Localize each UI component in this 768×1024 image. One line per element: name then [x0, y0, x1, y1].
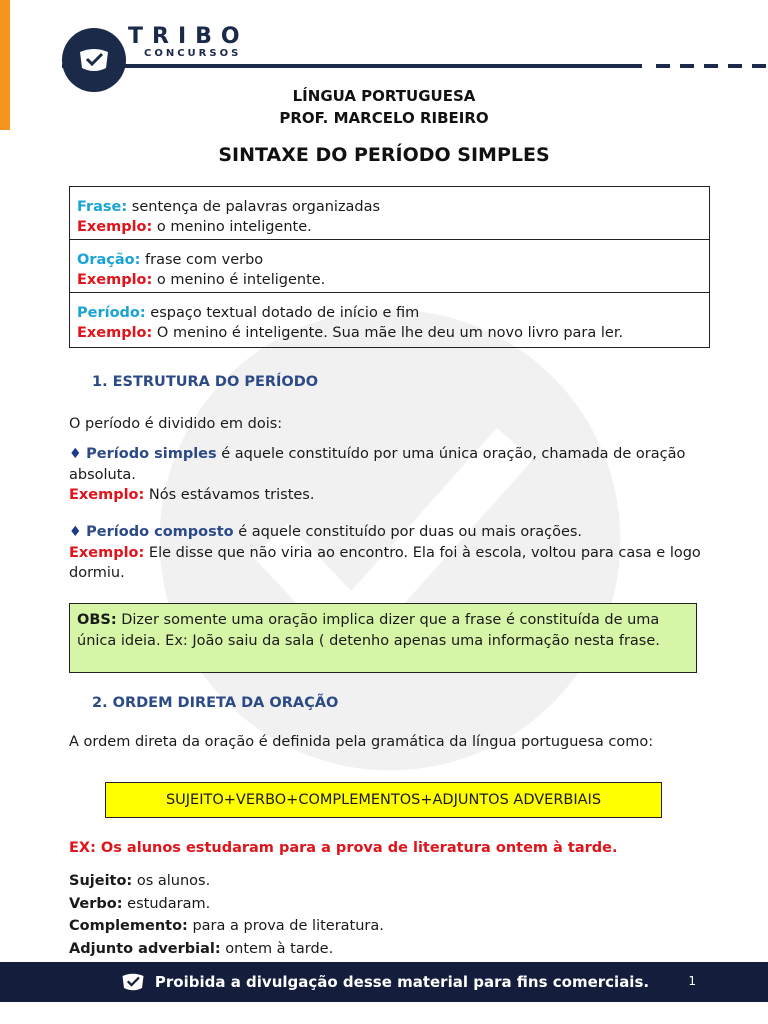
- observation-box: [69, 603, 697, 673]
- brand-subtitle: CONCURSOS: [144, 48, 242, 59]
- part-label: Adjunto adverbial:: [69, 940, 221, 957]
- part-value: os alunos.: [132, 873, 211, 889]
- order-example-sentence: EX: Os alunos estudaram para a prova de literatura ontem à tarde.: [69, 840, 618, 856]
- brand-name: TRIBO: [128, 24, 249, 49]
- example-text: o menino inteligente.: [152, 219, 312, 235]
- footer-logo-icon: [119, 970, 147, 994]
- list-item: [69, 893, 709, 916]
- obs-text: Dizer somente uma oração implica dizer que a frase é constituída de uma única ideia. Ex: João saiu da sala ( detenho apenas uma informação nesta frase.: [77, 612, 660, 649]
- definition-row: [70, 240, 709, 293]
- part-label: Sujeito:: [69, 873, 133, 889]
- definition-text: espaço textual dotado de início e fim: [145, 305, 420, 321]
- header-dash: [704, 64, 718, 68]
- example-label: Exemplo:: [77, 219, 153, 235]
- definition-row: [70, 293, 709, 347]
- compound-period-text: é aquele constituído por duas ou mais orações.: [233, 524, 583, 540]
- header-dash: [752, 64, 766, 68]
- definition-term: Frase:: [77, 199, 128, 215]
- part-value: estudaram.: [122, 895, 211, 912]
- list-item: [69, 870, 709, 893]
- definition-text: frase com verbo: [140, 252, 264, 268]
- footer-notice: Proibida a divulgação desse material para fins comerciais.: [154, 973, 650, 991]
- example-text: Ele disse que não viria ao encontro. Ela foi à escola, voltou para casa e logo dormiu.: [69, 544, 701, 581]
- definitions-table: [69, 186, 710, 348]
- sentence-parts-list: [69, 870, 709, 960]
- example-label: Exemplo:: [77, 272, 153, 288]
- simple-period-text: é aquele constituído por uma única oração, chamada de oração absoluta.: [69, 446, 686, 483]
- part-value: para a prova de literatura.: [187, 918, 384, 934]
- obs-label: OBS:: [77, 612, 117, 628]
- definition-row: [70, 187, 709, 240]
- definition-text: sentença de palavras organizadas: [127, 199, 381, 215]
- header-dash: [656, 64, 670, 68]
- example-text: o menino é inteligente.: [152, 272, 326, 288]
- list-item: [69, 938, 709, 961]
- footer-bar: [0, 962, 768, 1002]
- part-label: Verbo:: [69, 895, 123, 912]
- example-label: Exemplo:: [69, 487, 145, 503]
- simple-period-paragraph: [69, 444, 709, 506]
- header-dash: [680, 64, 694, 68]
- simple-period-term: Período simples: [86, 446, 217, 462]
- header-dash: [728, 64, 742, 68]
- example-label: Exemplo:: [69, 544, 145, 561]
- section-heading-order: 2. ORDEM DIRETA DA ORAÇÃO: [92, 695, 339, 711]
- example-text: O menino é inteligente. Sua mãe lhe deu um novo livro para ler.: [152, 325, 624, 341]
- compound-period-paragraph: [69, 522, 709, 584]
- teacher-heading: PROF. MARCELO RIBEIRO: [279, 109, 489, 127]
- compound-period-term: Período composto: [86, 524, 234, 540]
- subject-heading: LÍNGUA PORTUGUESA: [292, 87, 476, 105]
- example-label: Exemplo:: [77, 325, 153, 341]
- order-formula-box: SUJEITO+VERBO+COMPLEMENTOS+ADJUNTOS ADVERBIAIS: [105, 782, 662, 818]
- section-heading-structure: 1. ESTRUTURA DO PERÍODO: [92, 374, 319, 390]
- structure-intro: O período é dividido em dois:: [69, 416, 283, 432]
- part-value: ontem à tarde.: [220, 940, 334, 957]
- definition-term: Oração:: [77, 252, 141, 268]
- page-number: 1: [688, 974, 696, 988]
- diamond-bullet-icon: ♦: [69, 446, 82, 462]
- header-rule: [62, 64, 642, 68]
- list-item: [69, 915, 709, 938]
- part-label: Complemento:: [69, 918, 188, 934]
- example-text: Nós estávamos tristes.: [144, 487, 315, 503]
- brand-logo-icon: [62, 28, 126, 92]
- order-intro: A ordem direta da oração é definida pela gramática da língua portuguesa como:: [69, 734, 654, 750]
- page-title: SINTAXE DO PERÍODO SIMPLES: [218, 144, 550, 166]
- diamond-bullet-icon: ♦: [69, 524, 82, 540]
- definition-term: Período:: [77, 305, 146, 321]
